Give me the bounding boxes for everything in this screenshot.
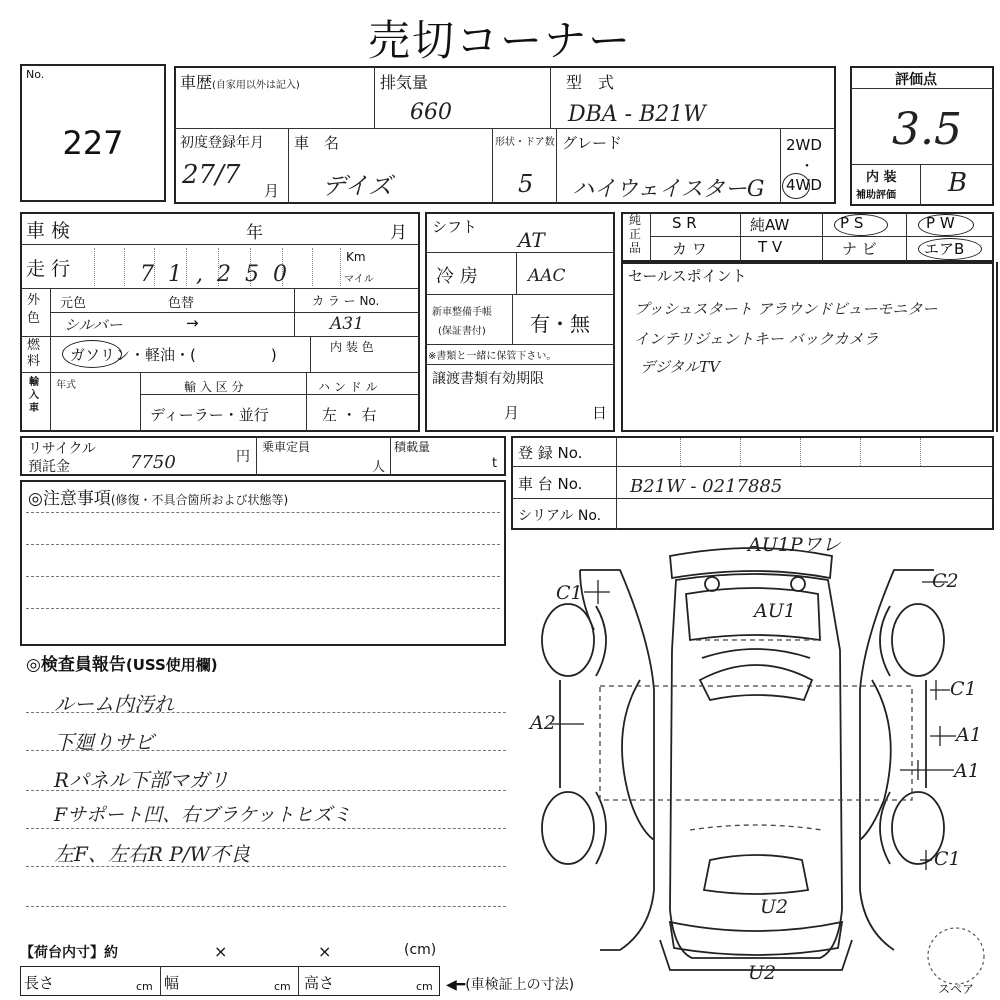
manual-value: 有・無	[530, 312, 590, 336]
cargo-x1: ×	[214, 942, 228, 961]
interior-label1: 内 装	[866, 170, 897, 185]
fuel-selected-oval	[62, 340, 122, 368]
grade-label: グレード	[562, 134, 623, 152]
mileage-value: 71,250	[140, 262, 301, 287]
drive-dot: ・	[800, 159, 814, 175]
manual-label2: (保証書付)	[438, 326, 486, 337]
cargo-x2: ×	[318, 942, 332, 961]
cargo-width: 幅	[164, 974, 180, 992]
lot-box	[20, 64, 166, 202]
notes-label: ◎注意事項(修復・不具合箇所および状態等)	[28, 489, 289, 509]
color-arrow: →	[186, 314, 199, 332]
import-side-label: 輸入車	[29, 377, 39, 414]
import-class-label: 輸 入 区 分	[184, 380, 244, 394]
displacement-label: 排気量	[380, 73, 429, 92]
first-reg-label: 初度登録年月	[180, 135, 264, 151]
mileage-unit-mile: マイル	[344, 274, 374, 285]
mark-a2-left: A2	[530, 712, 556, 734]
report-line-5: 左F、左右R P/W不良	[54, 842, 251, 866]
transfer-day: 日	[592, 404, 608, 422]
inspection-label: 車 検	[26, 220, 71, 242]
equip-airbag-circle	[918, 238, 982, 260]
shift-value: AT	[518, 228, 545, 252]
equip-ps-circle	[834, 214, 888, 236]
import-class-value: ディーラー・並行	[150, 406, 269, 424]
report-line-4: Fサポート凹、右ブラケットヒズミ	[54, 804, 352, 826]
equip-tv: T V	[758, 238, 783, 256]
import-year-label: 年式	[56, 380, 76, 391]
aircon-label: 冷 房	[436, 266, 478, 287]
chassis-value: B21W - 0217885	[630, 476, 783, 497]
mark-roof: AU1	[754, 600, 796, 622]
recycle-value: 7750	[130, 452, 176, 473]
mark-c1-front-left: C1	[556, 582, 583, 604]
fuel-options: ガソリン・軽油・( )	[70, 346, 277, 364]
sales-point-line-2: インテリジェントキー バックカメラ	[634, 330, 879, 348]
equip-airbag: エアB	[924, 240, 965, 258]
aircon-value: AAC	[528, 266, 566, 286]
cargo-length-cm: cm	[136, 980, 153, 993]
mileage-label: 走 行	[26, 258, 71, 280]
model-value: DBA - B21W	[568, 102, 706, 127]
recycle-label1: リサイクル	[28, 441, 97, 457]
cargo-unit: (cm)	[404, 942, 437, 958]
mark-a1-right-b: A1	[954, 760, 980, 782]
drive-2wd: 2WD	[786, 136, 822, 154]
report-label: ◎検査員報告(USS使用欄)	[26, 655, 218, 675]
cargo-label: 【荷台内寸】約	[20, 945, 118, 961]
equipment-genuine-label: 純正品	[629, 213, 642, 255]
color-code-value: A31	[330, 314, 364, 334]
mark-a1-right-a: A1	[956, 724, 982, 746]
score-value: 3.5	[892, 104, 962, 155]
lot-number: 227	[62, 124, 124, 162]
mark-c1-rear-right: C1	[934, 848, 961, 870]
equip-navi: ナ ビ	[842, 240, 877, 258]
score-label: 評価点	[895, 72, 937, 88]
report-line-1: ルーム内汚れ	[54, 692, 174, 716]
mark-top: AU1Pワレ	[748, 534, 841, 556]
doors-label: 形状・ドア数	[495, 137, 555, 148]
displacement-value: 660	[410, 100, 452, 125]
serial-label: シリアル No.	[518, 508, 602, 524]
shift-label: シフト	[432, 218, 478, 236]
inspection-year: 年	[246, 223, 263, 243]
mark-u2-rear: U2	[760, 896, 789, 918]
inspection-month: 月	[390, 223, 407, 243]
equip-pw-circle	[918, 214, 974, 236]
cargo-height: 高さ	[304, 974, 335, 992]
color-orig-label: 元色	[60, 296, 87, 311]
cargo-dims	[20, 966, 440, 996]
manual-label1: 新車整備手帳	[432, 307, 492, 318]
capacity-label: 乗車定員	[262, 440, 311, 454]
transfer-month: 月	[504, 404, 520, 422]
cargo-length: 長さ	[24, 974, 55, 992]
mileage-unit-km: Km	[346, 250, 366, 264]
drive-4wd: 4WD	[786, 176, 822, 194]
first-reg-value: 27/7	[182, 160, 241, 190]
drive-selected-circle	[782, 173, 810, 199]
car-name-label: 車 名	[294, 134, 340, 152]
cargo-note: ◀━(車検証上の寸法)	[446, 977, 575, 993]
grade-value: ハイウェイスターG	[572, 177, 765, 202]
page-title: 売切コーナー	[367, 16, 632, 65]
equip-kawa: カ ワ	[672, 240, 707, 258]
mark-c2-front-right: C2	[932, 570, 959, 592]
first-reg-unit: 月	[264, 182, 280, 200]
model-label: 型 式	[566, 73, 615, 92]
registration-label: 登 録 No.	[518, 444, 583, 462]
mark-u2-bottom: U2	[748, 962, 777, 984]
color-side-label: 外色	[27, 293, 41, 326]
import-handle-value: 左 ・ 右	[322, 406, 377, 424]
interior-label2: 補助評価	[856, 190, 896, 201]
cargo-width-cm: cm	[274, 980, 291, 993]
color-change-label: 色替	[168, 296, 195, 311]
interior-value: B	[948, 168, 968, 198]
import-handle-label: ハ ン ド ル	[318, 380, 378, 394]
chassis-label: 車 台 No.	[518, 475, 583, 493]
cargo-height-cm: cm	[416, 980, 433, 993]
recycle-unit: 円	[236, 449, 250, 465]
interior-color-label: 内 装 色	[330, 340, 374, 354]
fuel-side-label: 燃料	[27, 338, 41, 369]
equip-sr: S R	[672, 214, 697, 232]
lot-label: No.	[26, 68, 45, 81]
mark-c1-right: C1	[950, 678, 977, 700]
capacity-unit: 人	[372, 460, 386, 475]
load-unit: t	[492, 456, 498, 471]
equip-aw: 純AW	[750, 216, 790, 234]
load-label: 積載量	[394, 440, 431, 454]
report-line-3: Rパネル下部マガリ	[54, 768, 230, 792]
equip-pw: P W	[926, 214, 955, 232]
spare-label: スペア	[938, 982, 975, 996]
equip-ps: P S	[840, 214, 864, 232]
doors-value: 5	[518, 170, 534, 198]
manual-note: ※書類と一緒に保管下さい。	[428, 351, 557, 362]
recycle-label2: 預託金	[28, 459, 70, 475]
sales-point-line-3: デジタルTV	[640, 358, 720, 376]
sales-point-line-1: プッシュスタート アラウンドビューモニター	[634, 300, 938, 318]
report-line-2: 下廻りサビ	[54, 730, 154, 754]
color-orig-value: シルバー	[64, 316, 123, 334]
sales-points-label: セールスポイント	[628, 267, 747, 285]
car-name-value: デイズ	[322, 172, 393, 200]
history-label: 車歴(自家用以外は記入)	[180, 73, 300, 92]
color-code-label: カ ラ ー No.	[312, 294, 380, 308]
transfer-label: 譲渡書類有効期限	[432, 371, 544, 387]
